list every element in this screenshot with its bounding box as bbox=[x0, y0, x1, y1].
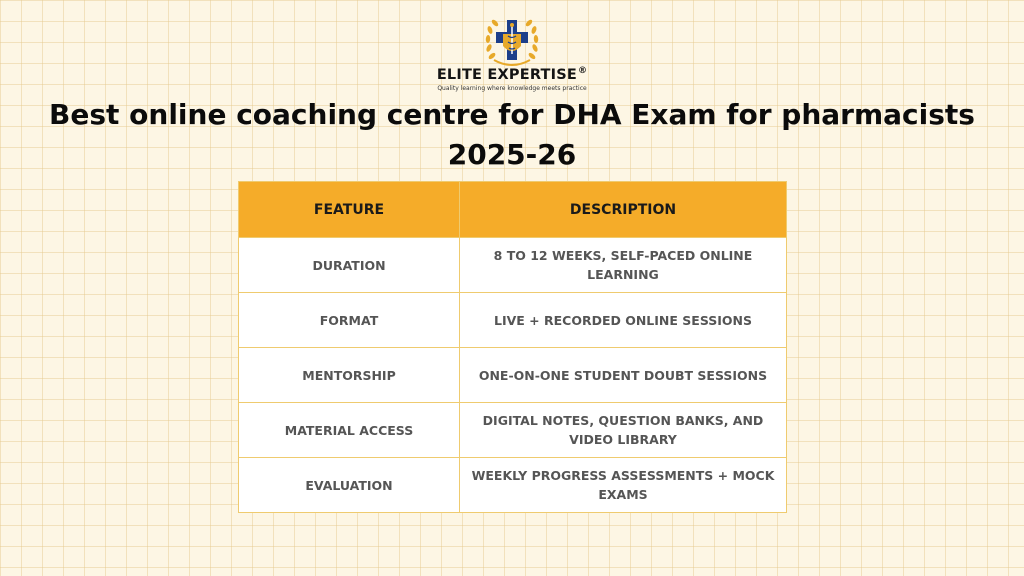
registered-mark: ® bbox=[577, 66, 588, 76]
feature-cell: FORMAT bbox=[239, 293, 460, 348]
feature-cell: MATERIAL ACCESS bbox=[239, 403, 460, 458]
header-feature: FEATURE bbox=[239, 182, 460, 238]
page-title: Best online coaching centre for DHA Exam for pharmacists 2025-26 bbox=[49, 98, 975, 171]
feature-cell: MENTORSHIP bbox=[239, 348, 460, 403]
table-row bbox=[239, 238, 787, 293]
table-row bbox=[239, 403, 787, 458]
table-row bbox=[239, 458, 787, 513]
table-row bbox=[239, 348, 787, 403]
description-cell: 8 TO 12 WEEKS, SELF-PACED ONLINE LEARNING bbox=[460, 238, 787, 293]
features-table bbox=[238, 181, 787, 513]
header-description: DESCRIPTION bbox=[460, 182, 787, 238]
brand-name: ELITE EXPERTISE® bbox=[436, 66, 588, 83]
brand-tagline: Quality learning where knowledge meets practice bbox=[437, 85, 587, 92]
table-header-row bbox=[239, 182, 787, 238]
feature-cell: EVALUATION bbox=[239, 458, 460, 513]
table-row bbox=[239, 293, 787, 348]
description-cell: DIGITAL NOTES, QUESTION BANKS, AND VIDEO LIBRARY bbox=[460, 403, 787, 458]
laurel-cross-emblem-icon bbox=[482, 12, 542, 70]
brand-logo bbox=[0, 12, 1024, 96]
feature-cell: DURATION bbox=[239, 238, 460, 293]
description-cell: LIVE + RECORDED ONLINE SESSIONS bbox=[460, 293, 787, 348]
description-cell: ONE-ON-ONE STUDENT DOUBT SESSIONS bbox=[460, 348, 787, 403]
description-cell: WEEKLY PROGRESS ASSESSMENTS + MOCK EXAMS bbox=[460, 458, 787, 513]
